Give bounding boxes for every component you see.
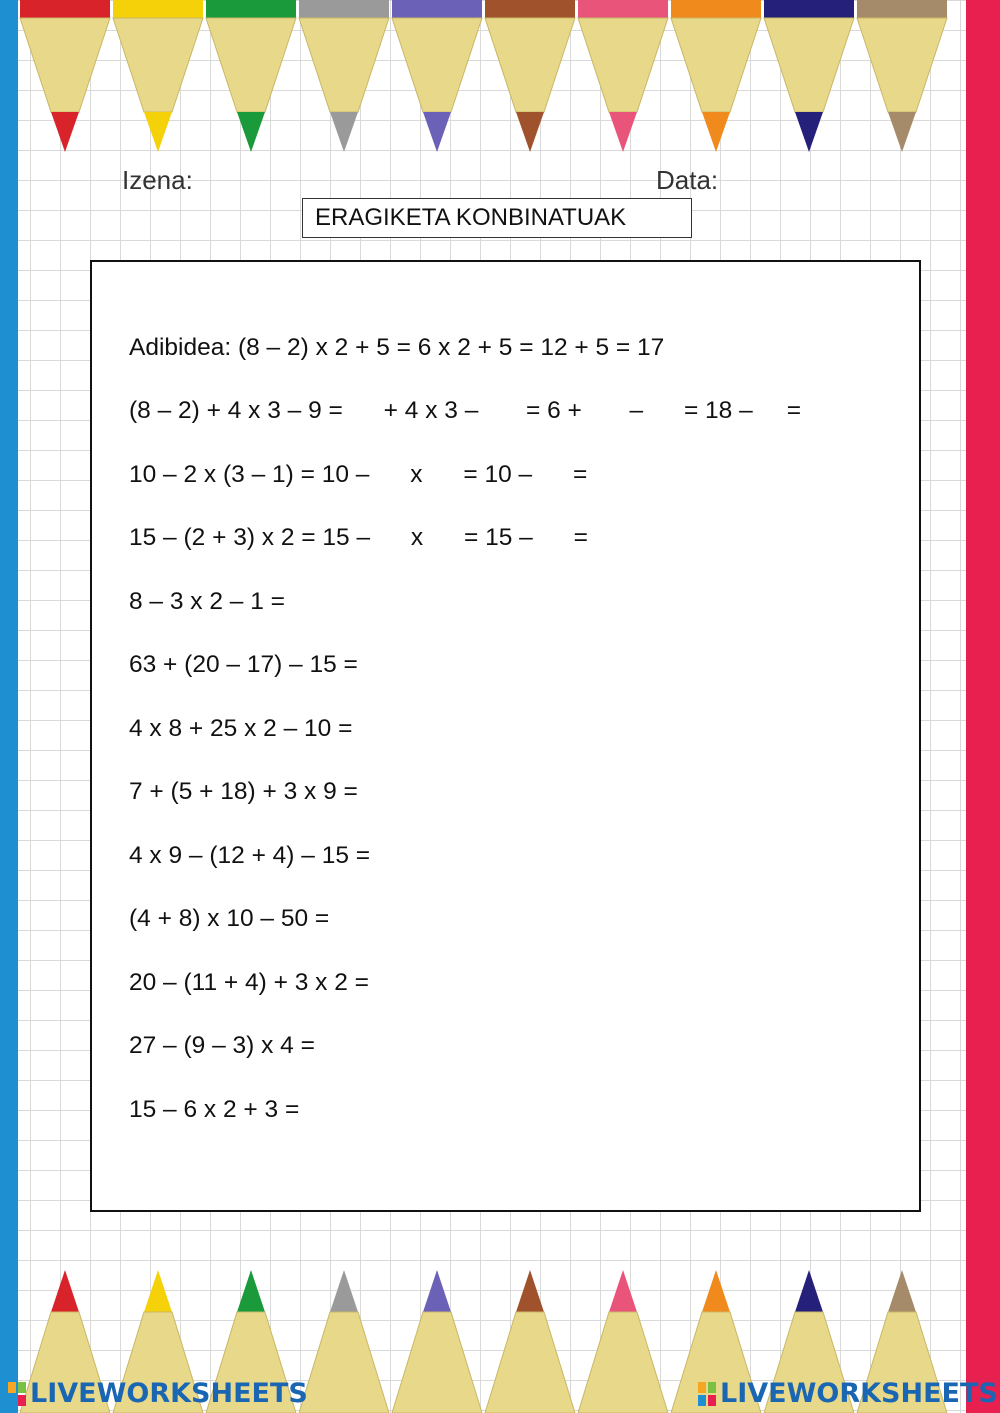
pencil-top — [671, 0, 761, 152]
liveworksheets-logo-left — [8, 1378, 308, 1409]
exercise-1: (8 – 2) + 4 x 3 – 9 = + 4 x 3 – = 6 + – = 18 – = — [129, 397, 802, 424]
exercise-6: 4 x 8 + 25 x 2 – 10 = — [129, 715, 353, 742]
exercise-12: 15 – 6 x 2 + 3 = — [129, 1096, 300, 1123]
exercise-3: 15 – (2 + 3) x 2 = 15 – x = 15 – = — [129, 524, 588, 551]
pencil-top — [857, 0, 947, 152]
exercise-10: 20 – (11 + 4) + 3 x 2 = — [129, 969, 369, 996]
pencil-top — [485, 0, 575, 152]
pencils-top-decoration — [0, 0, 1000, 160]
exercise-2: 10 – 2 x (3 – 1) = 10 – x = 10 – = — [129, 461, 588, 488]
exercise-9: (4 + 8) x 10 – 50 = — [129, 905, 330, 932]
pencil-top — [20, 0, 110, 152]
exercise-8: 4 x 9 – (12 + 4) – 15 = — [129, 842, 371, 869]
worksheet-title: ERAGIKETA KONBINATUAK — [302, 198, 692, 238]
pencil-top — [578, 0, 668, 152]
pencil-top — [206, 0, 296, 152]
liveworksheets-mark-icon — [698, 1382, 716, 1406]
pencil-top — [392, 0, 482, 152]
pencil-top — [764, 0, 854, 152]
pencil-bottom — [485, 1270, 575, 1413]
example-line: Adibidea: (8 – 2) x 2 + 5 = 6 x 2 + 5 = 12 + 5 = 17 — [129, 334, 665, 361]
liveworksheets-logo-right — [698, 1378, 998, 1409]
name-label: Izena: — [122, 165, 193, 195]
liveworksheets-mark-icon — [8, 1382, 26, 1406]
exercise-5: 63 + (20 – 17) – 15 = — [129, 651, 358, 678]
exercise-11: 27 – (9 – 3) x 4 = — [129, 1032, 315, 1059]
logo-text-left: LIVEWORKSHEETS — [30, 1378, 308, 1409]
pencil-top — [113, 0, 203, 152]
exercise-7: 7 + (5 + 18) + 3 x 9 = — [129, 778, 358, 805]
left-border-stripe — [0, 0, 18, 1413]
exercise-panel — [90, 260, 921, 1212]
date-label: Data: — [656, 165, 719, 195]
exercise-4: 8 – 3 x 2 – 1 = — [129, 588, 285, 615]
pencil-bottom — [392, 1270, 482, 1413]
right-border-stripe — [966, 0, 1000, 1413]
pencil-top — [299, 0, 389, 152]
pencil-bottom — [578, 1270, 668, 1413]
pencil-bottom — [299, 1270, 389, 1413]
logo-text-right: LIVEWORKSHEETS — [720, 1378, 998, 1409]
